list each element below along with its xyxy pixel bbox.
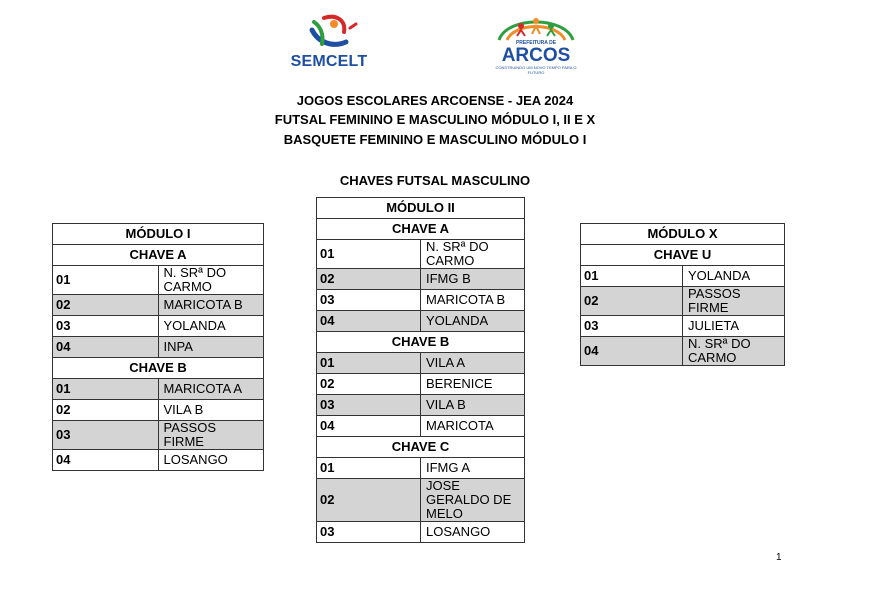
team-number: 03 <box>53 421 159 450</box>
team-number: 04 <box>53 450 159 471</box>
team-name: VILA B <box>421 395 525 416</box>
document-subtitle-futsal: FUTSAL FEMININO E MASCULINO MÓDULO I, II E X <box>274 112 596 127</box>
team-number: 04 <box>317 311 421 332</box>
team-number: 02 <box>581 287 683 316</box>
group-header: CHAVE A <box>53 245 264 266</box>
team-name: MARICOTA A <box>158 379 264 400</box>
team-number: 02 <box>317 269 421 290</box>
module-title: MÓDULO I <box>53 224 264 245</box>
team-name: YOLANDA <box>158 316 264 337</box>
team-row <box>53 400 264 421</box>
page-number: 1 <box>776 552 782 563</box>
team-row <box>53 379 264 400</box>
group-header: CHAVE B <box>53 358 264 379</box>
module-title: MÓDULO II <box>317 198 525 219</box>
team-row <box>317 479 525 522</box>
team-name: PASSOS FIRME <box>158 421 264 450</box>
team-name: MARICOTA <box>421 416 525 437</box>
team-name: N. SRª DO CARMO <box>158 266 264 295</box>
team-number: 01 <box>317 353 421 374</box>
team-row <box>317 353 525 374</box>
team-name: LOSANGO <box>158 450 264 471</box>
team-row <box>581 337 785 366</box>
module-i-table <box>52 223 264 471</box>
team-row <box>317 374 525 395</box>
semcelt-logo-text: SEMCELT <box>290 53 368 70</box>
team-name: MARICOTA B <box>158 295 264 316</box>
team-row <box>581 287 785 316</box>
team-number: 03 <box>317 395 421 416</box>
team-number: 02 <box>53 295 159 316</box>
semcelt-logo <box>284 12 374 70</box>
team-number: 03 <box>317 522 421 543</box>
team-number: 03 <box>53 316 159 337</box>
group-header: CHAVE A <box>317 219 525 240</box>
team-name: VILA A <box>421 353 525 374</box>
module-ii-table <box>316 197 525 543</box>
team-name: VILA B <box>158 400 264 421</box>
module-x-table <box>580 223 785 366</box>
team-number: 03 <box>317 290 421 311</box>
team-row <box>317 311 525 332</box>
team-row <box>53 337 264 358</box>
team-row <box>317 290 525 311</box>
team-row <box>53 295 264 316</box>
team-row <box>53 450 264 471</box>
module-title: MÓDULO X <box>581 224 785 245</box>
team-name: N. SRª DO CARMO <box>421 240 525 269</box>
team-row <box>581 316 785 337</box>
team-number: 01 <box>317 458 421 479</box>
team-number: 04 <box>53 337 159 358</box>
team-name: JULIETA <box>683 316 785 337</box>
group-header: CHAVE B <box>317 332 525 353</box>
team-number: 01 <box>317 240 421 269</box>
team-name: MARICOTA B <box>421 290 525 311</box>
team-name: LOSANGO <box>421 522 525 543</box>
team-number: 01 <box>53 266 159 295</box>
arcos-logo-prefix: PREFEITURA DE <box>515 40 557 46</box>
document-subtitle-basquete: BASQUETE FEMININO E MASCULINO MÓDULO I <box>283 132 587 147</box>
team-name: IFMG B <box>421 269 525 290</box>
group-header: CHAVE C <box>317 437 525 458</box>
team-number: 01 <box>581 266 683 287</box>
team-name: N. SRª DO CARMO <box>683 337 785 366</box>
section-title: CHAVES FUTSAL MASCULINO <box>339 173 531 188</box>
arcos-logo-tagline: CONSTRUINDO UM NOVO TEMPO PARA O FUTURO <box>495 65 577 75</box>
team-number: 01 <box>53 379 159 400</box>
team-row <box>317 269 525 290</box>
team-name: PASSOS FIRME <box>683 287 785 316</box>
team-row <box>317 395 525 416</box>
team-name: JOSE GERALDO DE MELO <box>421 479 525 522</box>
team-row <box>317 416 525 437</box>
team-row <box>53 266 264 295</box>
team-row <box>317 240 525 269</box>
team-name: INPA <box>158 337 264 358</box>
team-number: 03 <box>581 316 683 337</box>
team-name: IFMG A <box>421 458 525 479</box>
group-header: CHAVE U <box>581 245 785 266</box>
arcos-logo <box>493 10 579 75</box>
team-number: 02 <box>53 400 159 421</box>
team-number: 04 <box>317 416 421 437</box>
team-name: BERENICE <box>421 374 525 395</box>
arcos-logo-text: ARCOS <box>501 45 571 66</box>
team-name: YOLANDA <box>421 311 525 332</box>
team-row <box>317 458 525 479</box>
team-number: 02 <box>317 374 421 395</box>
team-name: YOLANDA <box>683 266 785 287</box>
semcelt-emblem-icon <box>284 12 374 54</box>
arcos-arc-icon <box>493 10 579 42</box>
team-number: 04 <box>581 337 683 366</box>
team-row <box>53 421 264 450</box>
team-row <box>581 266 785 287</box>
team-row <box>53 316 264 337</box>
document-title: JOGOS ESCOLARES ARCOENSE - JEA 2024 <box>296 93 574 108</box>
team-row <box>317 522 525 543</box>
team-number: 02 <box>317 479 421 522</box>
